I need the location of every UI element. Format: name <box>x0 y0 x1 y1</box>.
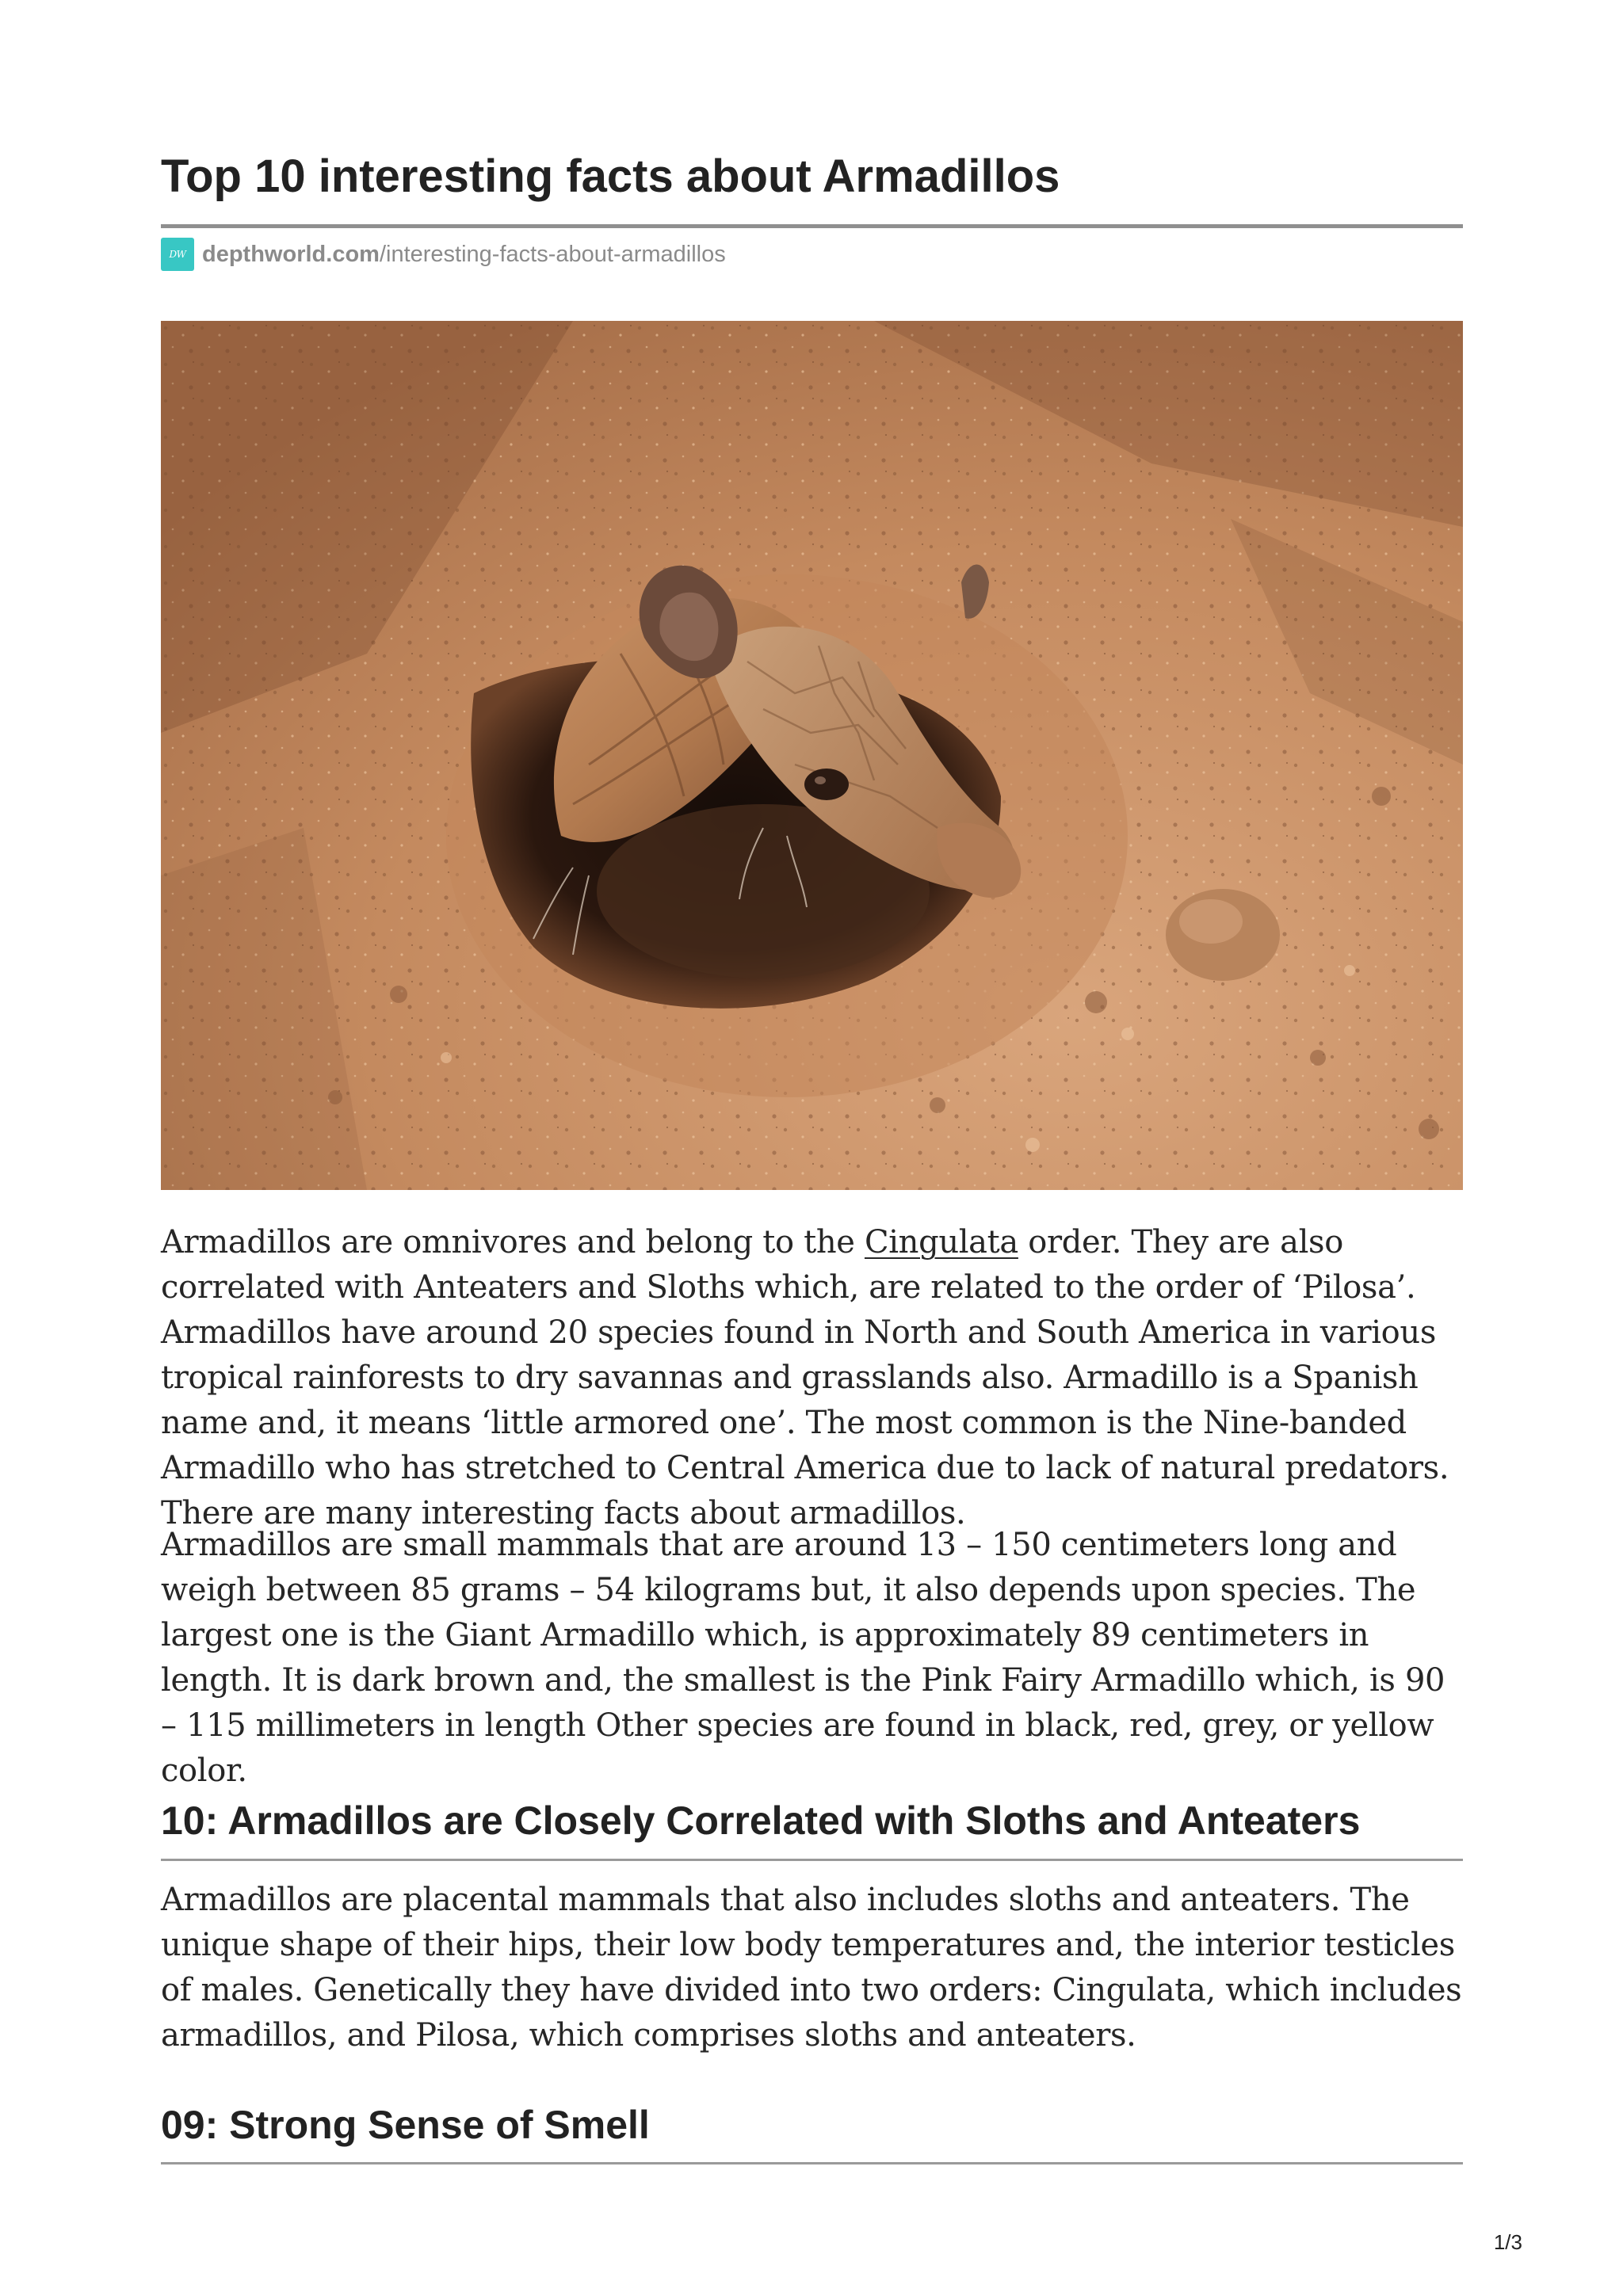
intro-paragraph-1 <box>161 1220 1468 1536</box>
page-title: Top 10 interesting facts about Armadillos <box>161 151 1060 202</box>
intro-p1-text-a: Armadillos are omnivores and belong to the <box>161 1224 865 1261</box>
section-heading-09: 09: Strong Sense of Smell <box>161 2103 650 2147</box>
source-domain[interactable]: depthworld.com <box>202 241 380 267</box>
source-path[interactable]: /interesting-facts-about-armadillos <box>379 241 726 267</box>
section-heading-10: 10: Armadillos are Closely Correlated with Sloths and Anteaters <box>161 1798 1361 1843</box>
intro-p1-text-b: order. They are also correlated with Anteaters and Sloths which, are related to the order of ‘Pilosa’. Armadillos have around 20 species found in North and South America in various tropical rainforests to dry savannas and grasslands also. Armadillo is a Spanish name and, it means ‘little armored one’. The most common is the Nine-banded Armadillo who has stretched to Central America due to lack of natural predators. There are many interesting facts about armadillos. <box>161 1224 1449 1531</box>
title-divider <box>161 224 1463 228</box>
section-divider-10 <box>161 1859 1463 1861</box>
armadillo-photo <box>161 321 1463 1190</box>
site-favicon-icon: DW <box>161 238 194 271</box>
section-paragraph-10: Armadillos are placental mammals that also includes sloths and anteaters. The unique shape of their hips, their low body temperatures and, the interior testicles of males. Genetically they have divided into two orders: Cingulata, which includes armadillos, and Pilosa, which comprises sloths and anteaters. <box>161 1882 1462 2054</box>
section-divider-09 <box>161 2162 1463 2164</box>
intro-paragraph-2: Armadillos are small mammals that are around 13 – 150 centimeters long and weigh between 85 grams – 54 kilograms but, it also depends upon species. The largest one is the Giant Armadillo which, is approximately 89 centimeters in length. It is dark brown and, the smallest is the Pink Fairy Armadillo which, is 90 – 115 millimeters in length Other species are found in black, red, grey, or yellow color. <box>161 1527 1445 1789</box>
cingulata-link[interactable]: Cingulata <box>864 1224 1018 1261</box>
page-number: 1/3 <box>1493 2230 1522 2254</box>
source-line <box>161 237 726 272</box>
